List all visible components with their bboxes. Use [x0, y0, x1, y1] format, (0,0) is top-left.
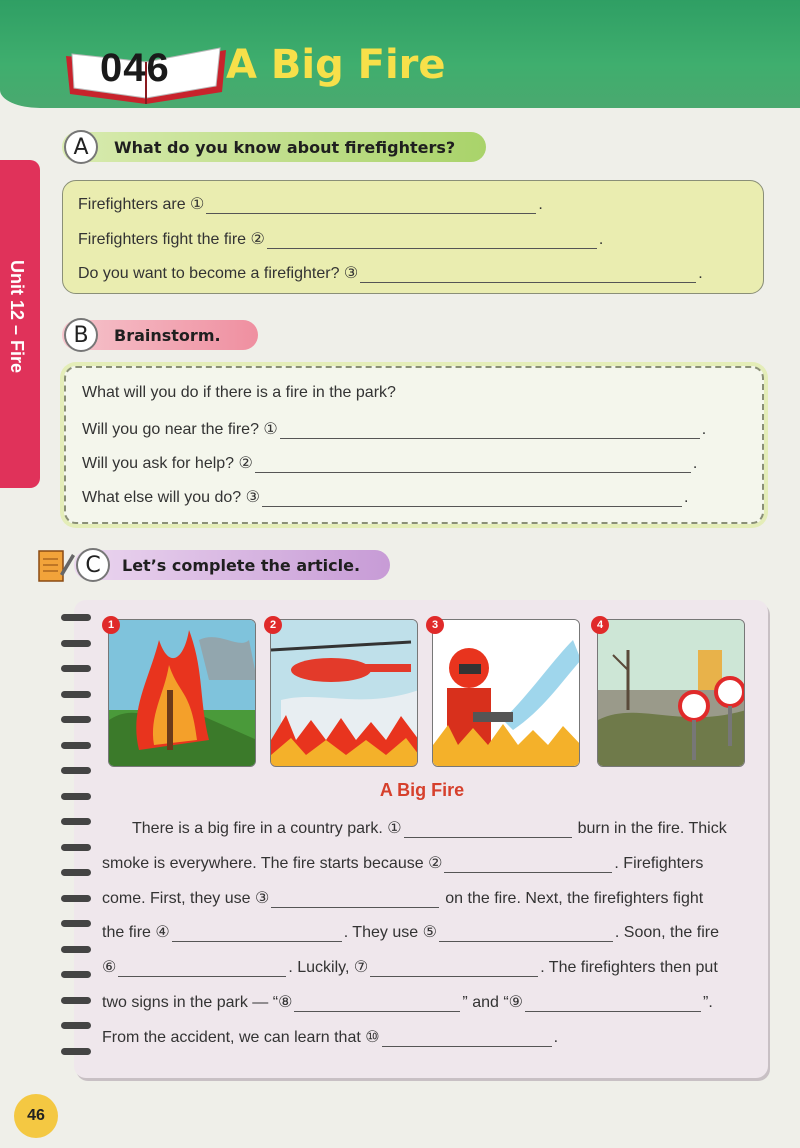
binding-ring — [61, 946, 91, 953]
article-line-1: There is a big fire in a country park. ① burn in the fire. Thick — [132, 820, 727, 837]
answer-blank[interactable] — [267, 235, 597, 249]
answer-blank[interactable] — [439, 928, 613, 942]
binding-ring — [61, 844, 91, 851]
binding-ring — [61, 614, 91, 621]
article-title: A Big Fire — [379, 780, 465, 800]
notepad-pencil-icon — [36, 546, 76, 586]
section-a-heading: What do you know about firefighters? — [114, 137, 456, 157]
section-a-line-3: Do you want to become a firefighter? ③ . — [78, 265, 703, 282]
picture-number: 4 — [591, 616, 609, 634]
binding-ring — [61, 742, 91, 749]
section-a-line-2: Firefighters fight the fire ② . — [78, 231, 604, 248]
answer-blank[interactable] — [404, 824, 572, 838]
picture-forest-fire — [108, 619, 256, 767]
unit-label: Unit 12 – Fire — [7, 260, 27, 374]
section-c-letter: C — [76, 548, 110, 582]
picture-helicopter — [270, 619, 418, 767]
article-line-7: From the accident, we can learn that ⑩ . — [102, 1029, 559, 1046]
binding-ring — [61, 920, 91, 927]
section-b-line-1: Will you go near the fire? ① . — [82, 421, 707, 438]
section-b-heading: Brainstorm. — [114, 325, 221, 345]
lesson-number: 046 — [100, 46, 170, 90]
page-number: 46 — [14, 1094, 58, 1138]
section-b-line-3: What else will you do? ③ . — [82, 489, 689, 506]
answer-blank[interactable] — [255, 459, 691, 473]
binding-ring — [61, 716, 91, 723]
binding-ring — [61, 895, 91, 902]
article-line-6: two signs in the park — “⑧ ” and “⑨ ”. — [102, 994, 713, 1011]
article-line-3: come. First, they use ③ on the fire. Next, the firefighters fight — [102, 890, 704, 907]
article-line-4: the fire ④ . They use ⑤ . Soon, the fire — [102, 924, 719, 941]
answer-blank[interactable] — [444, 859, 612, 873]
section-a-letter: A — [64, 130, 98, 164]
answer-blank[interactable] — [382, 1033, 552, 1047]
article-line-2: smoke is everywhere. The fire starts because ② . Firefighters — [102, 855, 704, 872]
answer-blank[interactable] — [280, 425, 700, 439]
answer-blank[interactable] — [262, 493, 682, 507]
answer-blank[interactable] — [294, 998, 460, 1012]
binding-ring — [61, 691, 91, 698]
section-b-question: What will you do if there is a fire in the park? — [82, 384, 396, 401]
binding-ring — [61, 1022, 91, 1029]
answer-blank[interactable] — [271, 894, 439, 908]
picture-number: 3 — [426, 616, 444, 634]
binding-ring — [61, 640, 91, 647]
answer-blank[interactable] — [206, 200, 536, 214]
picture-number: 2 — [264, 616, 282, 634]
answer-blank[interactable] — [525, 998, 701, 1012]
picture-burnt-park — [597, 619, 745, 767]
binding-ring — [61, 818, 91, 825]
section-a-line-1: Firefighters are ① . — [78, 196, 543, 213]
section-c-heading: Let’s complete the article. — [122, 555, 361, 575]
section-b-label — [62, 320, 258, 350]
binding-ring — [61, 767, 91, 774]
binding-ring — [61, 971, 91, 978]
answer-blank[interactable] — [118, 963, 286, 977]
unit-side-tab — [0, 160, 40, 488]
binding-ring — [61, 869, 91, 876]
binding-ring — [61, 997, 91, 1004]
section-c-label — [74, 550, 390, 580]
answer-blank[interactable] — [172, 928, 342, 942]
answer-blank[interactable] — [370, 963, 538, 977]
picture-number: 1 — [102, 616, 120, 634]
binding-ring — [61, 1048, 91, 1055]
picture-firefighter — [432, 619, 580, 767]
binding-ring — [61, 665, 91, 672]
section-b-line-2: Will you ask for help? ② . — [82, 455, 698, 472]
section-a-label — [62, 132, 486, 162]
article-line-5: ⑥ . Luckily, ⑦ . The firefighters then put — [102, 959, 718, 976]
page-title: A Big Fire — [226, 42, 446, 88]
section-b-letter: B — [64, 318, 98, 352]
answer-blank[interactable] — [360, 269, 696, 283]
